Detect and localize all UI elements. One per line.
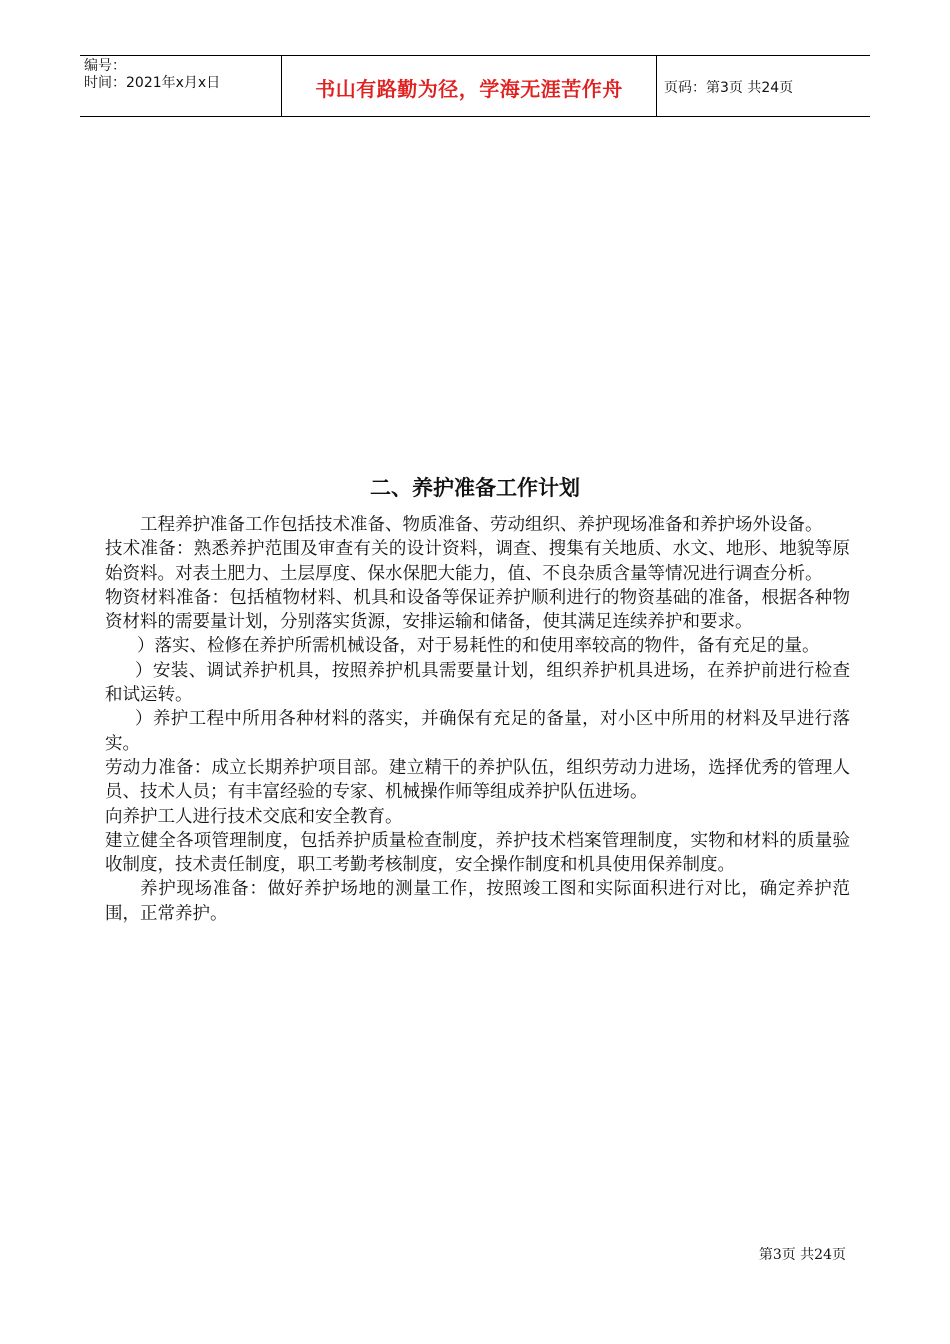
document-number-label: 编号： <box>84 58 126 74</box>
paragraph-safety-education: 向养护工人进行技术交底和安全教育。 <box>105 806 403 827</box>
paragraph-machinery-check: ）落实、检修在养护所需机械设备，对于易耗性的和使用率较高的物件，备有充足的量。 <box>137 636 820 657</box>
header-page-cell <box>664 56 870 116</box>
paragraph-management-system: 建立健全各项管理制度，包括养护质量检查制度，养护技术档案管理制度，实物和材料的质量验收制度，技术责任制度，职工考勤考核制度，安全操作制度和机具使用保养制度。 <box>105 830 850 876</box>
page-footer: 第3页 共24页 <box>758 1247 846 1263</box>
paragraph-materials-supply: ）养护工程中所用各种材料的落实，并确保有充足的备量，对小区中所用的材料及早进行落实。 <box>105 709 850 754</box>
document-time-label: 时间：2021年x月x日 <box>84 75 221 91</box>
document-body <box>105 513 850 926</box>
paragraph-intro: 工程养护准备工作包括技术准备、物质准备、劳动组织、养护现场准备和养护场外设备。 <box>140 515 823 535</box>
paragraph-site-prep: 养护现场准备：做好养护场地的测量工作，按照竣工图和实际面积进行对比，确定养护范围，正常养护。 <box>105 879 850 924</box>
paragraph-technical-prep: 技术准备：熟悉养护范围及审查有关的设计资料，调查、搜集有关地质、水文、地形、地貌等原始资料。对表土肥力、土层厚度、保水保肥大能力，值、不良杂质含量等情况进行调查分析。 <box>105 539 850 584</box>
header-motto: 书山有路勤为径，学海无涯苦作舟 <box>315 77 623 101</box>
header-meta <box>80 56 280 116</box>
paragraph-material-prep: 物资材料准备：包括植物材料、机具和设备等保证养护顺利进行的物资基础的准备，根据各种物资材料的需要量计划，分别落实货源，安排运输和储备，使其满足连续养护和要求。 <box>105 587 850 633</box>
paragraph-machinery-install: ）安装、调试养护机具，按照养护机具需要量计划，组织养护机具进场，在养护前进行检查和试运转。 <box>105 660 850 706</box>
section-title: 二、养护准备工作计划 <box>370 476 580 500</box>
paragraph-labor-prep: 劳动力准备：成立长期养护项目部。建立精干的养护队伍，组织劳动力进场，选择优秀的管理人员、技术人员；有丰富经验的专家、机械操作师等组成养护队伍进场。 <box>105 757 850 803</box>
page-header <box>80 55 870 117</box>
header-motto-cell <box>281 56 657 116</box>
header-page-info: 页码：第3页 共24页 <box>664 80 794 96</box>
